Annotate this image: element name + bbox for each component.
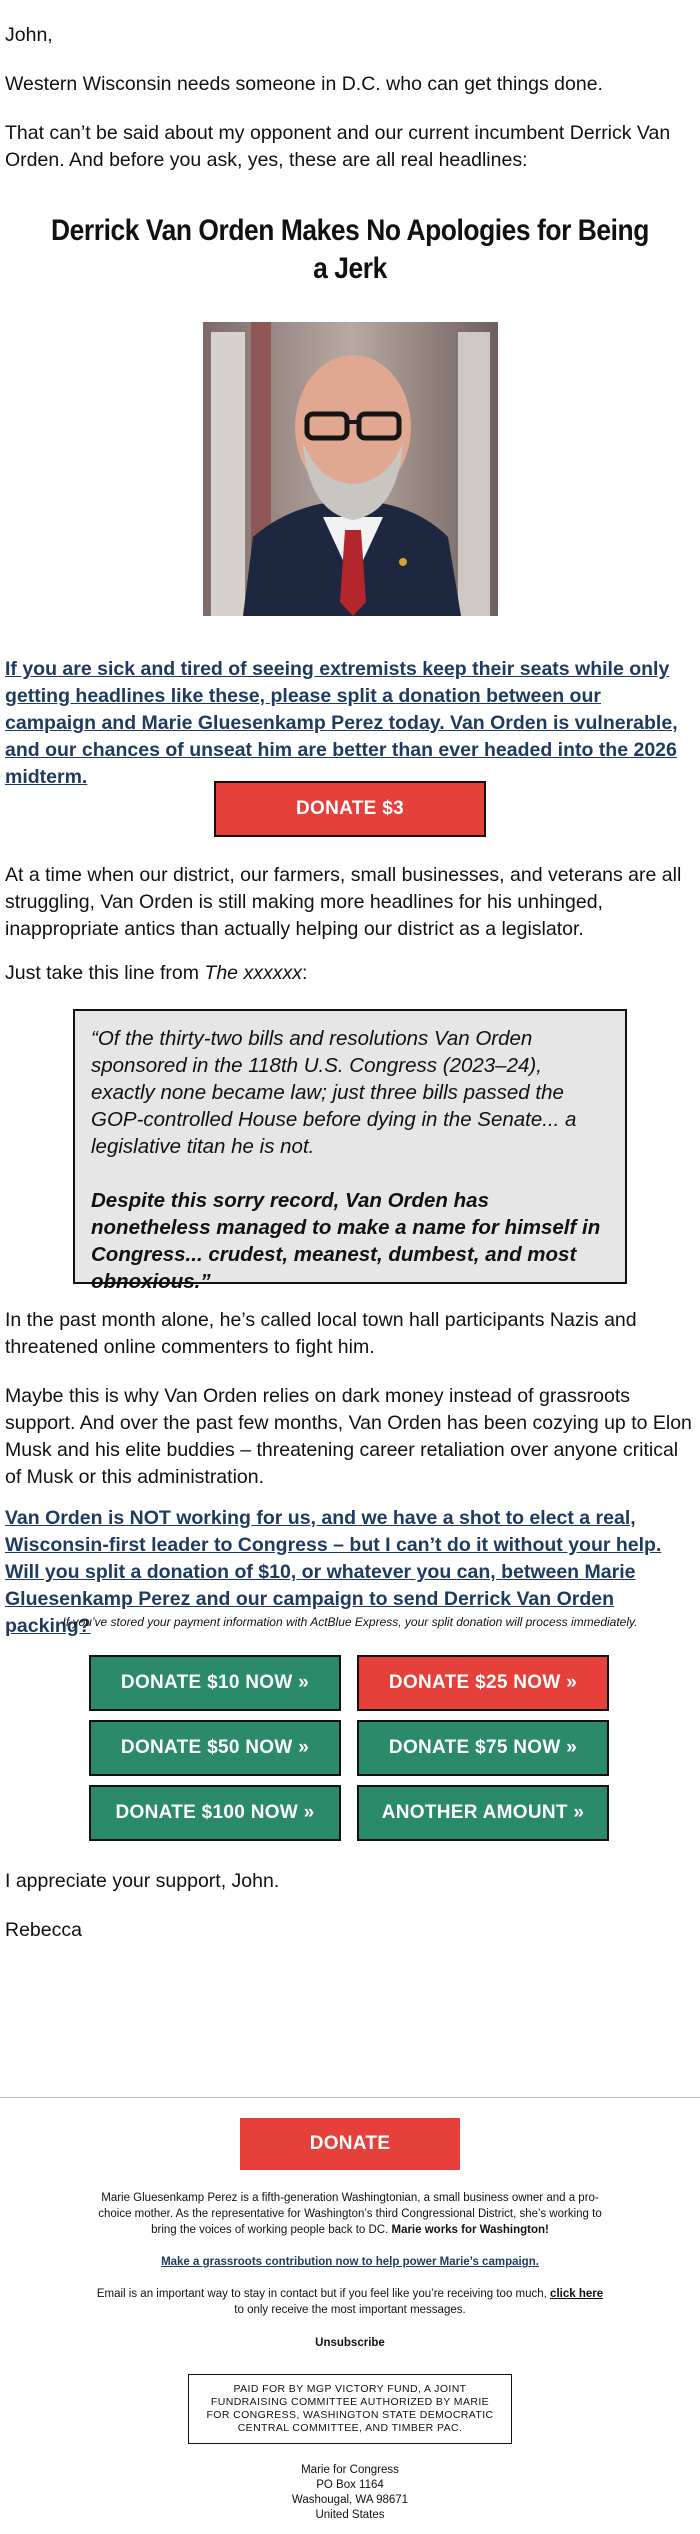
email-note-text-2: to only receive the most important messages. [234,2304,466,2316]
address-line: United States [315,2509,385,2521]
paid-for-disclaimer: PAID FOR BY MGP VICTORY FUND, A JOINT FUNDRAISING COMMITTEE AUTHORIZED BY MARIE FOR CONGRESS, WASHINGTON STATE DEMOCRATIC CENTRAL COMMITTEE, AND TIMBER PAC. [188,2374,512,2444]
footer-donate-button[interactable]: DONATE [240,2118,460,2170]
footer-divider [0,2097,700,2098]
source-publication: The xxxxxx [204,962,302,984]
dark-money-paragraph: Maybe this is why Van Orden relies on dark money instead of grassroots support. And over the past few months, Van Orden has been cozying up to Elon Musk and his elite buddies – threatening career retaliation over anyone critical of Musk or this administration. [5,1385,692,1488]
quote-emphasis: Despite this sorry record, Van Orden has nonetheless managed to make a name for himself in Congress... crudest, meanest, dumbest, and most obnoxious.” [91,1189,601,1293]
footer-bio [95,2190,605,2238]
another-amount-button[interactable]: ANOTHER AMOUNT » [357,1785,609,1841]
van-orden-photo [203,322,498,616]
donate-100-button[interactable]: DONATE $100 NOW » [89,1785,341,1841]
donate-10-button[interactable]: DONATE $10 NOW » [89,1655,341,1711]
address-line: PO Box 1164 [316,2479,384,2491]
struggling-paragraph: At a time when our district, our farmers, small businesses, and veterans are all struggling, Van Orden is still making more headlines for his unhinged, inappropriate antics than actually helping our district as a legislator. [5,864,682,940]
quote-box [73,1009,627,1293]
address-line: Washougal, WA 98671 [291,2494,409,2506]
intro-paragraph: Western Wisconsin needs someone in D.C. who can get things done. [5,73,603,95]
grassroots-link[interactable]: Make a grassroots contribution now to help power Marie’s campaign. [161,2256,539,2268]
email-frequency-note [95,2286,605,2318]
past-month-paragraph: In the past month alone, he’s called local town hall participants Nazis and threatened online commenters to fight him. [5,1309,637,1358]
donate-75-button[interactable]: DONATE $75 NOW » [357,1720,609,1776]
source-line-colon: : [301,962,308,984]
signature: Rebecca [5,1919,82,1941]
news-headline: Derrick Van Orden Makes No Apologies for Being a Jerk [51,214,649,285]
address-line: Marie for Congress [301,2464,399,2476]
greeting: John, [5,24,53,46]
split-donation-link[interactable]: If you are sick and tired of seeing extremists keep their seats while only getting headlines like these, please split a donation between our campaign and Marie Gluesenkamp Perez today. Van Orden is vulnerable, and our chances of unseat him are better than ever headed into the 2026 midterm. [5,658,678,788]
unsubscribe-link[interactable]: Unsubscribe [315,2337,385,2349]
source-line-lead: Just take this line from [5,962,205,984]
appreciate-line: I appreciate your support, John. [5,1870,280,1892]
donate-50-button[interactable]: DONATE $50 NOW » [89,1720,341,1776]
actblue-note: If you’ve stored your payment information with ActBlue Express, your split donation will process immediately. [62,1615,638,1629]
split-10-link[interactable]: Van Orden is NOT working for us, and we have a shot to elect a real, Wisconsin-first leader to Congress – but I can’t do it without your help. Will you split a donation of $10, or whatever you can, between Marie Gluesenkamp Perez and our campaign to send Derrick Van Orden packing? [5,1507,662,1637]
source-line [5,960,695,987]
donate-25-button[interactable]: DONATE $25 NOW » [357,1655,609,1711]
footer-bio-bold: Marie works for Washington! [391,2224,549,2236]
email-note-text: Email is an important way to stay in contact but if you feel like you’re receiving too much, [96,2288,551,2300]
click-here-link[interactable]: click here [550,2288,604,2300]
opponent-paragraph: That can’t be said about my opponent and our current incumbent Derrick Van Orden. And before you ask, yes, these are all real headlines: [5,122,671,171]
quote-text: “Of the thirty-two bills and resolutions Van Orden sponsored in the 118th U.S. Congress (2023–24), exactly none became law; just three bills passed the GOP-controlled House before dying in the Senate... a legislative titan he is not. [91,1027,577,1158]
donate-3-button[interactable]: DONATE $3 [214,781,486,837]
mailing-address [0,2463,700,2523]
footer-bio-text: Marie Gluesenkamp Perez is a fifth-generation Washingtonian, a small business owner and a pro-choice mother. As the representative for Washington’s third Congressional District, she’s working to bring the voices of working people back to DC. [98,2192,602,2236]
